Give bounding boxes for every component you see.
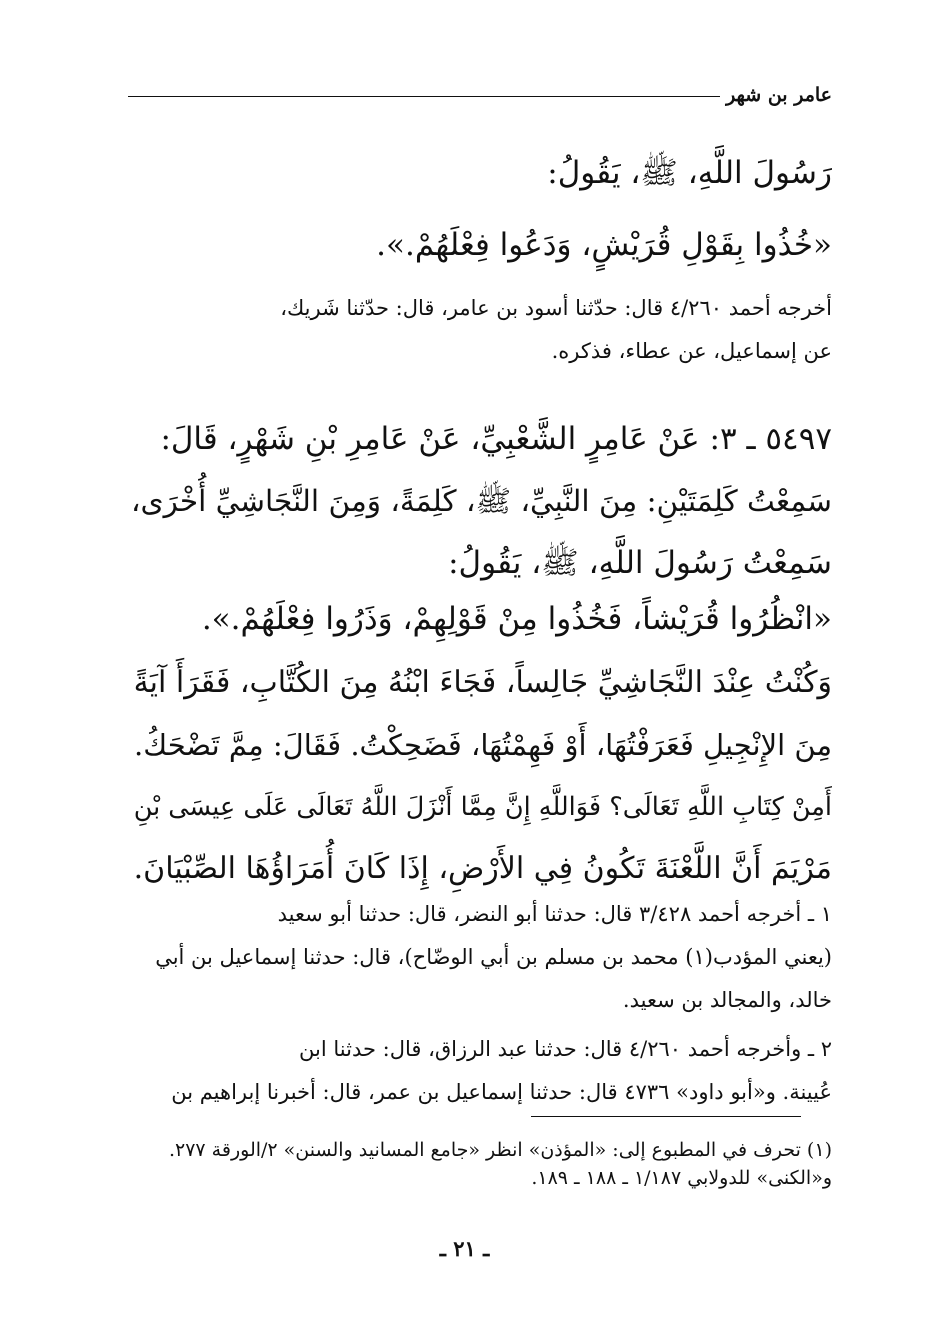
- source-line: (يعني المؤدب(١) محمد بن مسلم بن أبي الوضّاح)، قال: حدثنا إسماعيل بن أبي: [155, 945, 832, 969]
- hadith-line: سَمِعْتُ رَسُولَ اللَّهِ، ﷺ، يَقُولُ:: [448, 545, 832, 581]
- quote-2: [128, 588, 832, 650]
- source-line: خالد، والمجالد بن سعيد.: [622, 988, 832, 1012]
- running-header: [128, 84, 832, 114]
- quote-line: «انْظُرُوا قُرَيْشاً، فَخُذُوا مِنْ قَوْلِهِمْ، وَذَرُوا فِعْلَهُمْ.».: [201, 601, 832, 637]
- source-note-2: [128, 893, 832, 1022]
- narration-line: مِنَ الإِنْجِيلِ فَعَرَفْتُهَا، أَوْ فَهِمْتُهَا، فَضَحِكْتُ. فَقَالَ: مِمَّ تَضْحَكُ.: [134, 728, 832, 762]
- footnote-line: (١) تحرف في المطبوع إلى: «المؤذن» انظر «جامع المسانيد والسنن» ٢/الورقة ٢٧٧.: [168, 1139, 832, 1161]
- narration-line: مَرْيَمَ أَنَّ اللَّعْنَةَ تَكُونُ فِي الأَرْضِ، إِذَا كَانَ أُمَرَاؤُهَا الصِّبْيَانَ.: [133, 851, 832, 886]
- source-note-1: [128, 287, 832, 373]
- narration-line: أَمِنْ كِتَابِ اللَّهِ تَعَالَى؟ فَوَاللَّهِ إِنَّ مِمَّا أَنْزَلَ اللَّهُ تَعَالَى عَلَى عِيسَى بْنِ: [133, 792, 832, 822]
- quote-line: «خُذُوا بِقَوْلِ قُرَيْشٍ، وَدَعُوا فِعْلَهُمْ.».: [376, 227, 832, 263]
- page-number: ـ ٢١ ـ: [439, 1236, 490, 1261]
- source-note-3: [128, 1028, 832, 1114]
- source-line: ١ ـ أخرجه أحمد ٣/٤٢٨ قال: حدثنا أبو النضر، قال: حدثنا أبو سعيد: [277, 902, 832, 926]
- narration-line: وَكُنْتُ عِنْدَ النَّجَاشِيِّ جَالِساً، فَجَاءَ ابْنُهُ مِنَ الكُتَّابِ، فَقَرَأَ آيَةً: [133, 665, 832, 700]
- narration: [128, 652, 832, 900]
- source-line: ٢ ـ وأخرجه أحمد ٤/٢٦٠ قال: حدثنا عبد الرزاق، قال: حدثنا ابن: [299, 1037, 832, 1061]
- header-rule: [128, 96, 720, 97]
- top-text: [128, 142, 832, 276]
- footnote-line: و«الكنى» للدولابي ١/١٨٧ ـ ١٨٨ ـ ١٨٩.: [531, 1167, 832, 1189]
- footnote: [128, 1136, 832, 1192]
- footnote-rule: [531, 1116, 801, 1117]
- hadith-line: ٥٤٩٧ ـ ٣: عَنْ عَامِرٍ الشَّعْبِيِّ، عَنْ عَامِرِ بْنِ شَهْرٍ، قَالَ:: [160, 421, 832, 457]
- header-title: عامر بن شهر: [726, 84, 832, 106]
- text-line: رَسُولَ اللَّهِ، ﷺ، يَقُولُ:: [547, 155, 832, 191]
- source-line: عُيينة. و«أبو داود» ٤٧٣٦ قال: حدثنا إسماعيل بن عمر، قال: أخبرنا إبراهيم بن: [171, 1080, 832, 1104]
- hadith-5497: [128, 408, 832, 594]
- source-line: عن إسماعيل، عن عطاء، فذكره.: [551, 339, 832, 363]
- hadith-line: سَمِعْتُ كَلِمَتَيْنِ: مِنَ النَّبِيِّ، ﷺ، كَلِمَةً، وَمِنَ النَّجَاشِيِّ أُخْرَى،: [130, 484, 832, 518]
- source-line: أخرجه أحمد ٤/٢٦٠ قال: حدّثنا أسود بن عامر، قال: حدّثنا شَريك،: [280, 296, 832, 320]
